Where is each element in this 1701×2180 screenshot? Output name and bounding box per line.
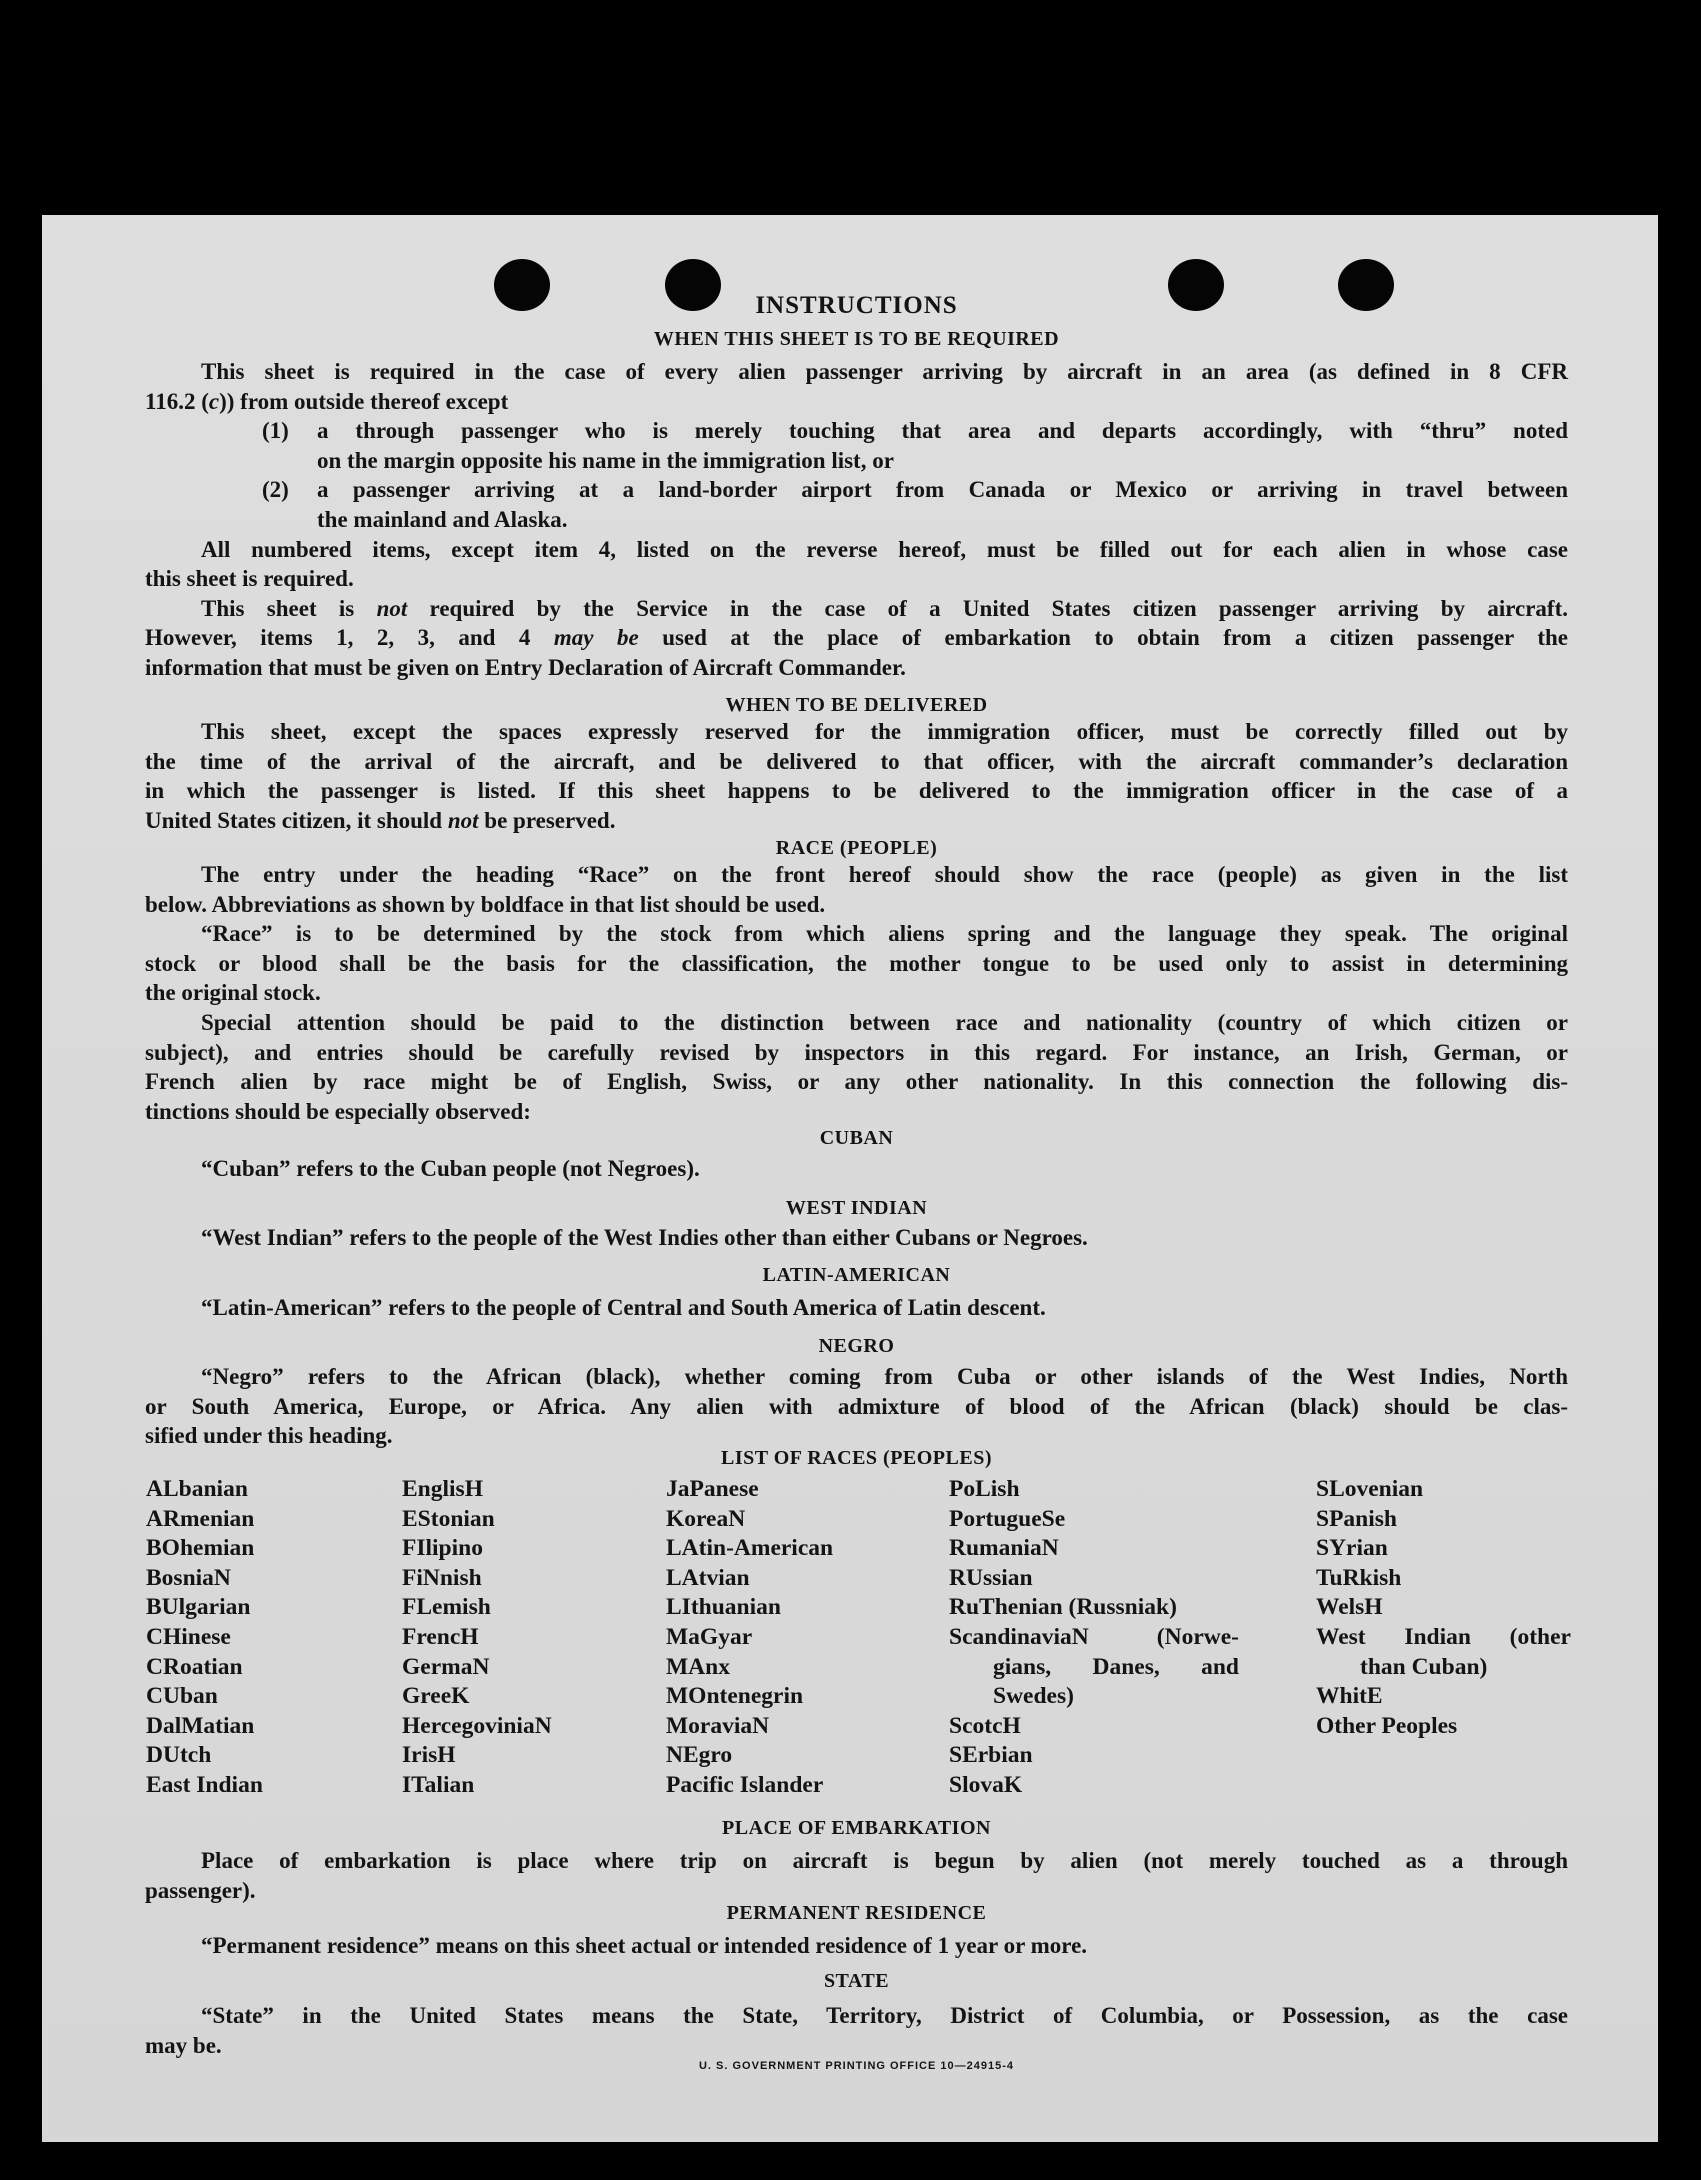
paragraph xyxy=(145,535,1568,594)
text-line: French alien by race might be of English, Swiss, or any other nationality. In this connection the following dis- xyxy=(145,1069,1568,1095)
paragraph xyxy=(145,1008,1568,1126)
text-line: “State” in the United States means the State, Territory, District of Columbia, or Possession, as the case xyxy=(201,2003,1568,2028)
race-entry: Other Peoples xyxy=(1316,1712,1458,1739)
race-entry: MAnx xyxy=(666,1653,730,1680)
text-line: stock or blood shall be the basis for the classification, the mother tongue to be used only to assist in determining xyxy=(145,950,1568,976)
section-when-required xyxy=(145,357,1568,683)
race-entry: West Indian (other than Cuban) xyxy=(1316,1623,1571,1680)
text-line: This sheet is required in the case of every alien passenger arriving by aircraft in an area (as defined in 8 CFR xyxy=(201,359,1568,384)
text-line: the time of the arrival of the aircraft, and be delivered to that officer, with the aircraft commander’s declaration xyxy=(145,748,1568,774)
race-entry: JaPanese xyxy=(666,1476,759,1502)
printer-imprint: U. S. GOVERNMENT PRINTING OFFICE 10—24915-4 xyxy=(698,2060,1014,2072)
heading-west-indian: WEST INDIAN xyxy=(785,1197,928,1219)
heading-place-of-embarkation: PLACE OF EMBARKATION xyxy=(722,1817,991,1839)
races-column-3 xyxy=(666,1475,833,1801)
section-west-indian xyxy=(145,1223,1568,1253)
race-entry: SlovaK xyxy=(949,1771,1023,1798)
text-line: “Latin-American” refers to the people of Central and South America of Latin descent. xyxy=(201,1295,1046,1320)
paragraph xyxy=(145,1931,1568,1961)
paragraph xyxy=(145,717,1568,835)
races-column-4 xyxy=(949,1475,1239,1801)
section-permanent-residence xyxy=(145,1931,1568,1961)
text-line: this sheet is required. xyxy=(145,566,354,592)
paragraph xyxy=(145,919,1568,1008)
list-item xyxy=(145,416,1568,475)
section-cuban xyxy=(145,1154,1568,1184)
text-line: tinctions should be especially observed: xyxy=(145,1098,531,1124)
race-entry: LIthuanian xyxy=(666,1594,781,1621)
race-entry: CRoatian xyxy=(146,1653,243,1680)
paragraph xyxy=(145,357,1568,416)
race-entry: GermaN xyxy=(402,1653,490,1680)
heading-when-delivered: WHEN TO BE DELIVERED xyxy=(725,694,988,716)
section-latin-american xyxy=(145,1293,1568,1323)
paragraph xyxy=(145,1362,1568,1451)
race-entry: MaGyar xyxy=(666,1623,753,1650)
text-line: The entry under the heading “Race” on the front hereof should show the race (people) as given in the list xyxy=(201,862,1568,887)
italic-text: may be xyxy=(553,625,639,651)
heading-permanent-residence: PERMANENT RESIDENCE xyxy=(726,1902,987,1924)
section-place-of-embarkation xyxy=(145,1846,1568,1905)
text-line: This sheet is not required by the Service in the case of a United States citizen passenger arriving by aircraft. xyxy=(201,595,1568,621)
race-entry: LAtvian xyxy=(666,1564,750,1591)
text-line: or South America, Europe, or Africa. Any alien with admixture of blood of the African (black) should be clas- xyxy=(145,1393,1568,1419)
text-line: 116.2 (c)) from outside thereof except xyxy=(145,388,509,414)
text-line: may be. xyxy=(145,2032,222,2058)
heading-state: STATE xyxy=(823,1970,890,1992)
item-number: (1) xyxy=(262,418,289,444)
heading-when-required: WHEN THIS SHEET IS TO BE REQUIRED xyxy=(653,328,1060,350)
text-line: a passenger arriving at a land-border airport from Canada or Mexico or arriving in travel between xyxy=(317,477,1568,503)
race-entry: ALbanian xyxy=(146,1476,248,1502)
race-entry: PortugueSe xyxy=(949,1505,1066,1532)
paragraph xyxy=(145,2001,1568,2060)
race-entry: KoreaN xyxy=(666,1505,746,1532)
heading-latin-american: LATIN-AMERICAN xyxy=(762,1264,951,1286)
text-line: Place of embarkation is place where trip on aircraft is begun by alien (not merely touched as a through xyxy=(201,1848,1568,1873)
paragraph xyxy=(145,594,1568,683)
paragraph xyxy=(145,1846,1568,1905)
text-line: United States citizen, it should not be preserved. xyxy=(145,807,616,833)
race-entry: RUssian xyxy=(949,1564,1033,1591)
race-entry: ITalian xyxy=(402,1771,475,1798)
text-line: “Race” is to be determined by the stock from which aliens spring and the language they speak. The original xyxy=(201,921,1568,947)
italic-text: not xyxy=(447,807,479,833)
races-column-1 xyxy=(146,1475,263,1801)
race-entry: EnglisH xyxy=(402,1476,483,1502)
text-line: This sheet, except the spaces expressly reserved for the immigration officer, must be correctly filled out by xyxy=(201,719,1568,744)
text-line: subject), and entries should be carefully revised by inspectors in this regard. For instance, an Irish, German, or xyxy=(145,1039,1568,1065)
race-entry: SPanish xyxy=(1316,1505,1397,1532)
item-number: (2) xyxy=(262,477,289,503)
text-line: “Negro” refers to the African (black), whether coming from Cuba or other islands of the West Indies, North xyxy=(201,1364,1568,1389)
text-line: However, items 1, 2, 3, and 4 may be used at the place of embarkation to obtain from a citizen passenger the xyxy=(145,625,1568,651)
race-entry: Pacific Islander xyxy=(666,1771,824,1798)
paragraph xyxy=(145,1293,1568,1323)
text-line: the mainland and Alaska. xyxy=(317,506,568,532)
race-entry: TuRkish xyxy=(1316,1564,1402,1591)
text-line: a through passenger who is merely touching that area and departs accordingly, with “thru” noted xyxy=(317,418,1568,444)
heading-list-of-races: LIST OF RACES (PEOPLES) xyxy=(720,1447,992,1469)
race-entry: FLemish xyxy=(402,1594,491,1621)
text-line: “Permanent residence” means on this sheet actual or intended residence of 1 year or more. xyxy=(201,1933,1088,1958)
text-line: Special attention should be paid to the distinction between race and nationality (country of which citizen or xyxy=(201,1009,1568,1035)
race-entry: IrisH xyxy=(402,1742,456,1769)
bold-text: boldface xyxy=(480,891,564,917)
text-line: on the margin opposite his name in the immigration list, or xyxy=(317,447,894,473)
race-entry: FIlipino xyxy=(402,1535,483,1562)
text-line: below. Abbreviations as shown by boldface in that list should be used. xyxy=(145,891,826,917)
races-column-2 xyxy=(402,1475,552,1801)
race-entry: ARmenian xyxy=(146,1505,255,1532)
italic-text: c xyxy=(208,388,220,414)
race-entry: RumaniaN xyxy=(949,1535,1059,1562)
italic-text: not xyxy=(376,595,408,621)
section-race xyxy=(145,860,1568,1126)
text-line: All numbered items, except item 4, listed on the reverse hereof, must be filled out for each alien in whose case xyxy=(201,536,1568,562)
race-entry: SErbian xyxy=(949,1742,1033,1769)
section-state xyxy=(145,2001,1568,2060)
text-line: the original stock. xyxy=(145,980,321,1006)
race-entry: CHinese xyxy=(146,1623,231,1650)
section-negro xyxy=(145,1362,1568,1451)
text-line: passenger). xyxy=(145,1877,256,1903)
race-entry: WhitE xyxy=(1316,1683,1383,1710)
section-when-delivered xyxy=(145,717,1568,835)
paragraph xyxy=(145,1223,1568,1253)
race-entry: FrencH xyxy=(402,1623,479,1650)
race-entry: BosniaN xyxy=(146,1564,231,1591)
race-entry: SLovenian xyxy=(1316,1476,1424,1502)
race-entry: LAtin-American xyxy=(666,1535,834,1562)
text-line: information that must be given on Entry Declaration of Aircraft Commander. xyxy=(145,654,906,680)
heading-negro: NEGRO xyxy=(818,1335,895,1357)
race-entry: DalMatian xyxy=(146,1712,255,1739)
race-entry: WelsH xyxy=(1316,1594,1383,1621)
race-entry: ScotcH xyxy=(949,1712,1021,1739)
races-column-5 xyxy=(1316,1475,1571,1741)
race-entry: MOntenegrin xyxy=(666,1683,804,1710)
race-entry: NEgro xyxy=(666,1742,733,1769)
heading-race: RACE (PEOPLE) xyxy=(775,837,938,859)
race-entry: BOhemian xyxy=(146,1535,255,1562)
race-entry: MoraviaN xyxy=(666,1712,770,1739)
race-entry: FiNnish xyxy=(402,1564,482,1591)
race-entry: RuThenian (Russniak) xyxy=(949,1594,1177,1621)
paragraph xyxy=(145,1154,1568,1184)
paragraph xyxy=(145,860,1568,919)
race-entry: GreeK xyxy=(402,1683,470,1710)
race-entry: CUban xyxy=(146,1683,218,1710)
text-line: “Cuban” refers to the Cuban people (not Negroes). xyxy=(201,1156,700,1181)
race-entry: DUtch xyxy=(146,1742,212,1769)
race-entry: BUlgarian xyxy=(146,1594,251,1621)
text-line: “West Indian” refers to the people of the West Indies other than either Cubans or Negroes. xyxy=(201,1225,1088,1250)
race-entry: East Indian xyxy=(146,1771,263,1798)
race-entry: EStonian xyxy=(402,1505,495,1532)
heading-cuban: CUBAN xyxy=(819,1127,894,1149)
race-entry: SYrian xyxy=(1316,1535,1388,1562)
text-line: in which the passenger is listed. If this sheet happens to be delivered to the immigration officer in the case of a xyxy=(145,778,1568,804)
race-entry: ScandinaviaN (Norwe- gians, Danes, and Swedes) xyxy=(949,1623,1239,1710)
race-entry: HercegoviniaN xyxy=(402,1712,552,1739)
page-title: INSTRUCTIONS xyxy=(755,292,958,319)
race-entry: PoLish xyxy=(949,1476,1020,1502)
list-item xyxy=(145,475,1568,534)
text-line: sified under this heading. xyxy=(145,1423,393,1449)
